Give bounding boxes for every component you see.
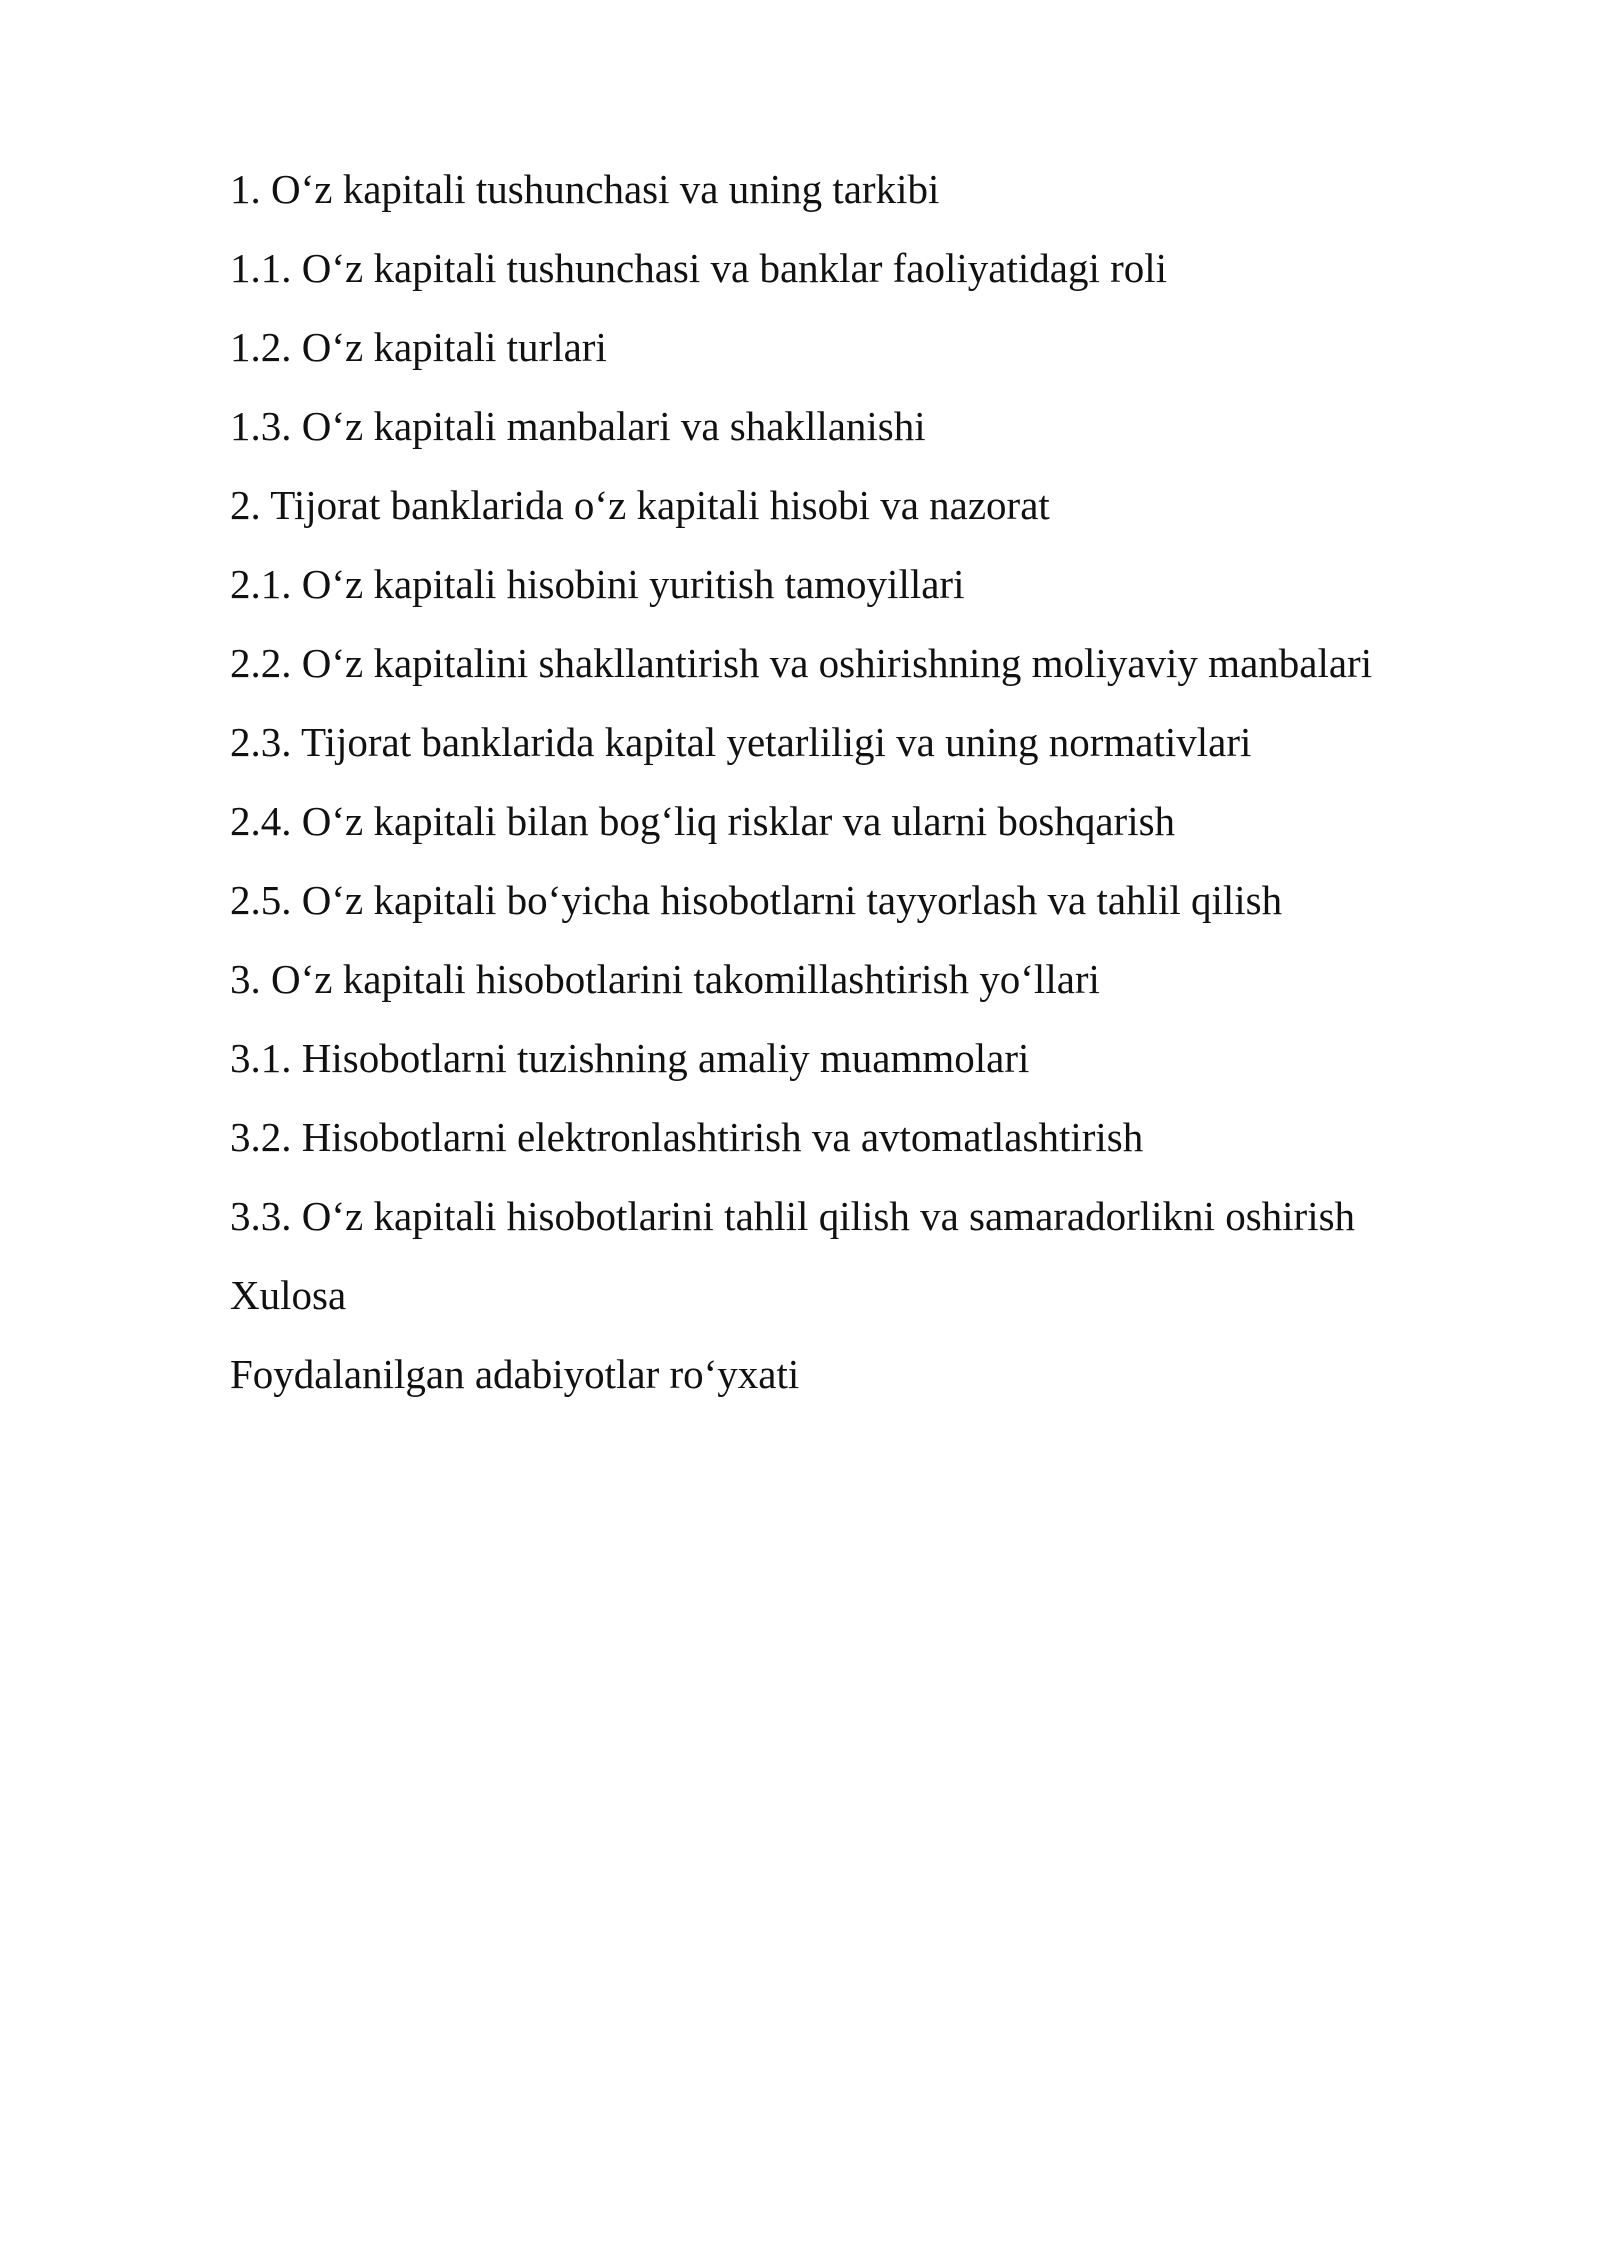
toc-entry-2-1: 2.1. O‘z kapitali hisobini yuritish tamoyillari xyxy=(230,561,965,607)
toc-entry-1-1: 1.1. O‘z kapitali tushunchasi va banklar faoliyatidagi roli xyxy=(230,245,1168,291)
toc-entry-3: 3. O‘z kapitali hisobotlarini takomillashtirish yo‘llari xyxy=(230,956,1100,1002)
table-of-contents xyxy=(230,150,1530,1414)
toc-entry-2-4: 2.4. O‘z kapitali bilan bog‘liq risklar va ularni boshqarish xyxy=(230,798,1176,844)
toc-entry-1-3: 1.3. O‘z kapitali manbalari va shakllanishi xyxy=(230,403,926,449)
toc-entry-1: 1. O‘z kapitali tushunchasi va uning tarkibi xyxy=(230,166,940,212)
toc-entry-3-3: 3.3. O‘z kapitali hisobotlarini tahlil qilish va samaradorlikni oshirish xyxy=(230,1193,1356,1239)
toc-entry-2-3: 2.3. Tijorat banklarida kapital yetarliligi va uning normativlari xyxy=(230,719,1252,765)
toc-entry-1-2: 1.2. O‘z kapitali turlari xyxy=(230,324,607,370)
toc-entry-references: Foydalanilgan adabiyotlar ro‘yxati xyxy=(230,1351,800,1397)
toc-entry-3-1: 3.1. Hisobotlarni tuzishning amaliy muammolari xyxy=(230,1035,1030,1081)
toc-entry-conclusion: Xulosa xyxy=(230,1272,347,1318)
toc-entry-2-5: 2.5. O‘z kapitali bo‘yicha hisobotlarni tayyorlash va tahlil qilish xyxy=(230,877,1283,923)
toc-entry-3-2: 3.2. Hisobotlarni elektronlashtirish va avtomatlashtirish xyxy=(230,1114,1144,1160)
toc-entry-2: 2. Tijorat banklarida o‘z kapitali hisobi va nazorat xyxy=(230,482,1050,528)
toc-entry-2-2: 2.2. O‘z kapitalini shakllantirish va oshirishning moliyaviy manbalari xyxy=(230,640,1373,686)
